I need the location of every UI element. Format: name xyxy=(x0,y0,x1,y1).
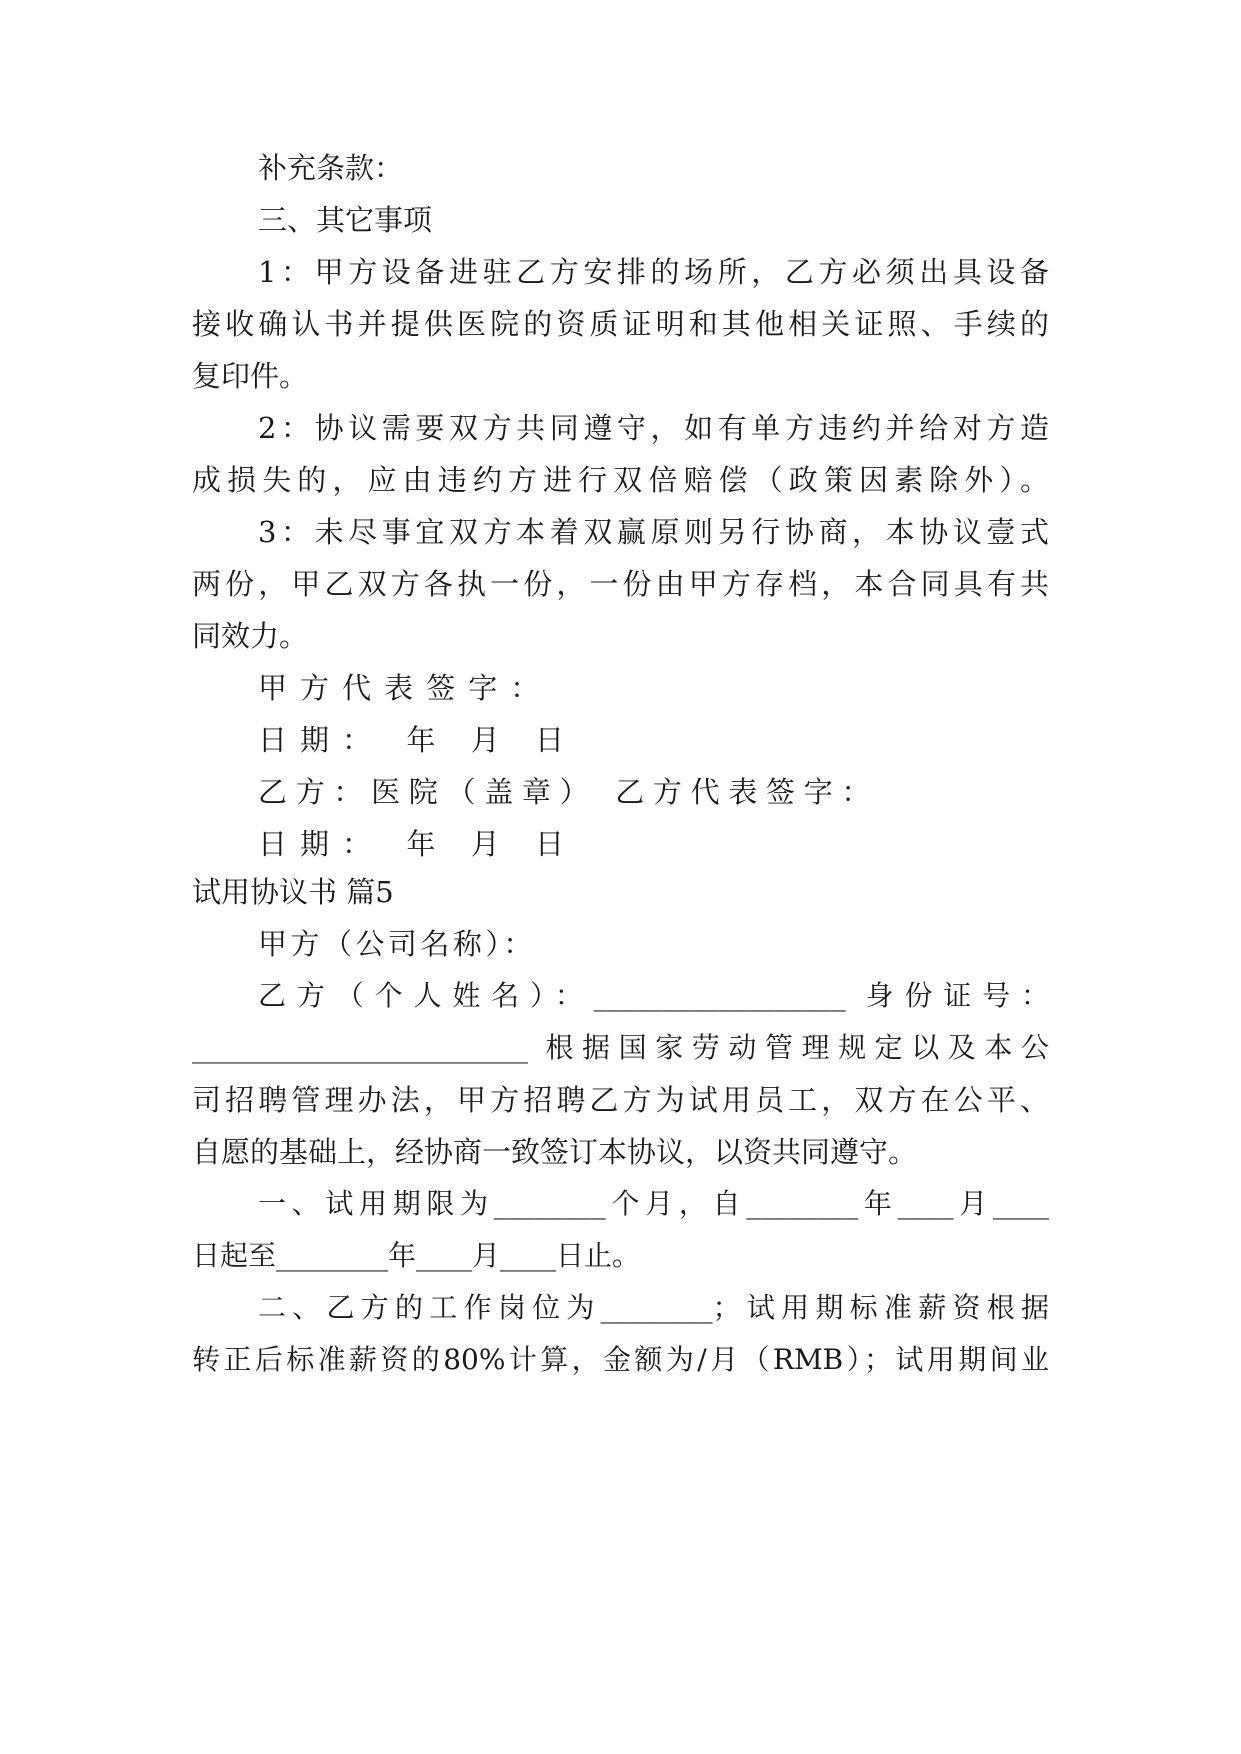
document-title: 试用协议书 篇5 xyxy=(192,875,394,909)
signature-line: 乙方：医院（盖章） 乙方代表签字： xyxy=(258,775,880,809)
text-line: 成损失的，应由违约方进行双倍赔偿（政策因素除外）。 xyxy=(192,463,1049,497)
text-line: 一、试用期限为________个月，自________年____月____ xyxy=(258,1187,1049,1220)
text-line: 2：协议需要双方共同遵守，如有单方违约并给对方造 xyxy=(258,411,1049,445)
text-line: 两份，甲乙双方各执一份，一份由甲方存档，本合同具有共 xyxy=(192,567,1049,601)
text-line: 复印件。 xyxy=(192,359,309,393)
text-line: 补充条款： xyxy=(258,151,404,185)
text-line: 二、乙方的工作岗位为________；试用期标准薪资根据 xyxy=(258,1291,1049,1324)
text-line: 3：未尽事宜双方本着双赢原则另行协商，本协议壹式 xyxy=(258,515,1049,549)
text-line: 自愿的基础上，经协商一致签订本协议，以资共同遵守。 xyxy=(192,1135,918,1169)
text-line: 乙方（个人姓名）：__________________ 身份证号： xyxy=(258,979,1049,1012)
text-line: 甲方（公司名称）： xyxy=(258,927,536,961)
text-line: 司招聘管理办法，甲方招聘乙方为试用员工，双方在公平、 xyxy=(192,1083,1049,1117)
text-line: 接收确认书并提供医院的资质证明和其他相关证照、手续的 xyxy=(192,307,1049,341)
date-line: 日期： 年 月 日 xyxy=(258,827,578,861)
text-line: 日起至________年____月____日止。 xyxy=(192,1239,641,1272)
text-line: ________________________ 根据国家劳动管理规定以及本公 xyxy=(192,1031,1049,1064)
text-line: 1：甲方设备进驻乙方安排的场所，乙方必须出具设备 xyxy=(258,255,1049,289)
date-line: 日期： 年 月 日 xyxy=(258,723,578,757)
text-line: 转正后标准薪资的80%计算，金额为/月（RMB）；试用期间业 xyxy=(192,1343,1049,1376)
text-line: 同效力。 xyxy=(192,619,309,653)
section-heading: 三、其它事项 xyxy=(258,203,433,237)
signature-line: 甲方代表签字： xyxy=(258,671,553,705)
